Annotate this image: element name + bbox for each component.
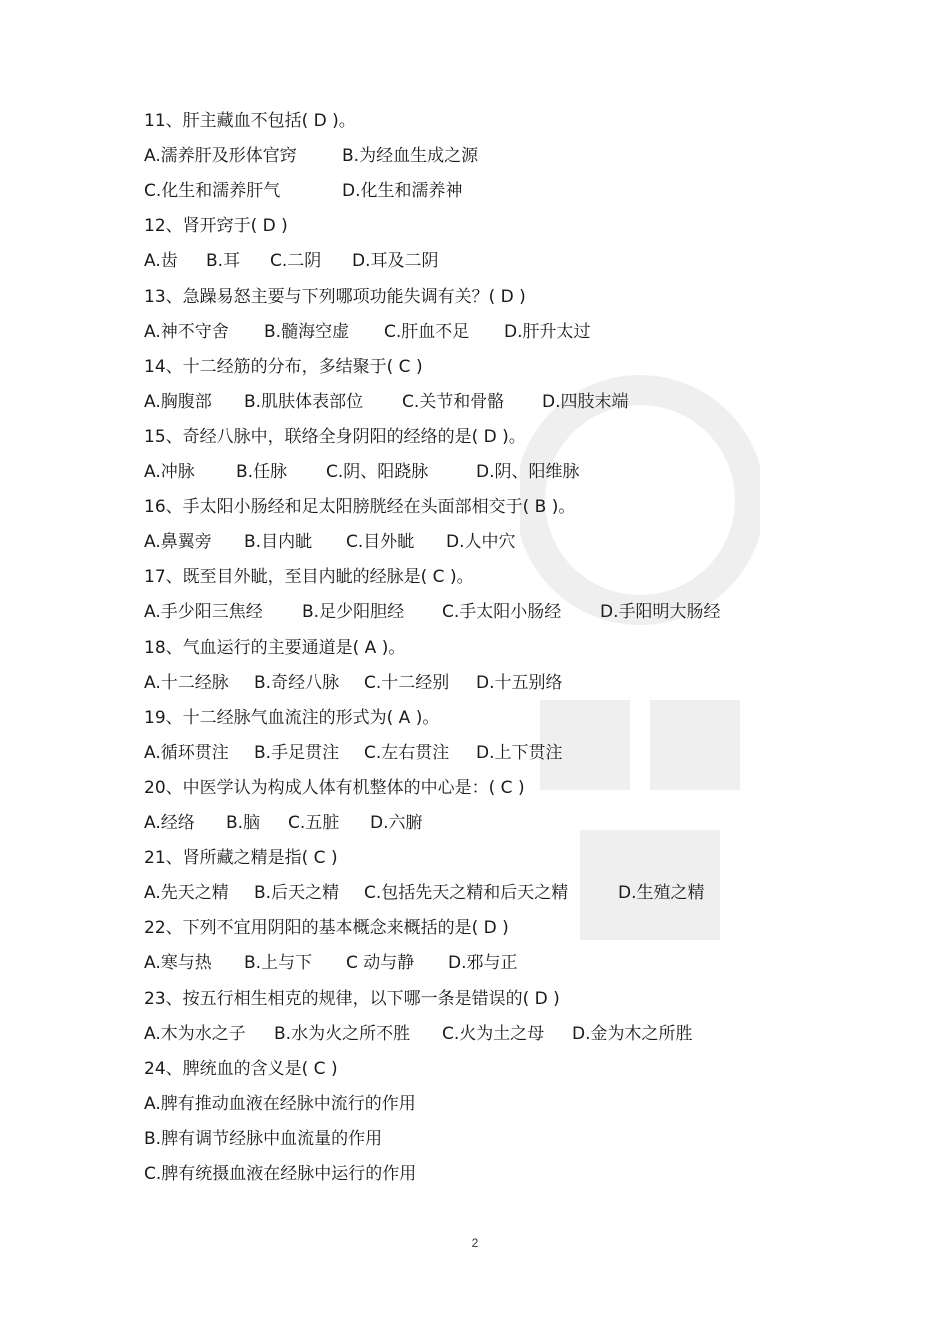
answer-option: C.火为土之母: [442, 1023, 545, 1044]
answer-option: D.四肢末端: [542, 391, 629, 412]
answer-option: D.金为木之所胜: [572, 1023, 693, 1044]
question-text: 15、奇经八脉中，联络全身阴阳的经络的是( D )。: [144, 426, 526, 447]
option-row: [144, 250, 924, 274]
option-row: [144, 882, 924, 906]
question-text: 21、肾所藏之精是指( C ): [144, 848, 338, 869]
answer-option: A.经络: [144, 813, 195, 833]
answer-option: C.十二经别: [364, 672, 450, 693]
answer-option: B.任脉: [236, 462, 288, 482]
answer-option: B.水为火之所不胜: [274, 1023, 411, 1044]
answer-option: B.手足贯注: [254, 742, 340, 763]
option-row: [144, 321, 924, 345]
option-row: [144, 672, 924, 696]
answer-option: D.耳及二阴: [352, 251, 439, 272]
answer-option: B.足少阳胆经: [302, 602, 405, 623]
answer-option: B.脑: [226, 813, 261, 833]
answer-option: D.邪与正: [448, 953, 518, 974]
answer-option: B.肌肤体表部位: [244, 391, 364, 412]
question-text: 18、气血运行的主要通道是( A )。: [144, 637, 406, 658]
question-text: 23、按五行相生相克的规律，以下哪一条是错误的( D ): [144, 988, 560, 1009]
option-row: [144, 180, 924, 204]
answer-option: B.脾有调节经脉中血流量的作用: [144, 1128, 383, 1149]
option-row: [144, 461, 924, 485]
answer-option: B.髓海空虚: [264, 321, 350, 342]
answer-option: D.十五别络: [476, 672, 563, 693]
answer-option: B.上与下: [244, 953, 313, 974]
page-number: 2: [471, 1236, 479, 1250]
answer-option: C.脾有统摄血液在经脉中运行的作用: [144, 1164, 417, 1184]
question-text: 20、中医学认为构成人体有机整体的中心是：( C ): [144, 777, 525, 798]
answer-option: C.五脏: [288, 813, 340, 833]
answer-option: B.奇经八脉: [254, 672, 340, 693]
option-row: [144, 531, 924, 555]
answer-option: A.十二经脉: [144, 672, 229, 693]
answer-option: D.阴、阳维脉: [476, 462, 580, 482]
question-text: 13、急躁易怒主要与下列哪项功能失调有关？( D ): [144, 286, 526, 307]
answer-option: A.齿: [144, 251, 178, 272]
option-row: [144, 812, 924, 836]
answer-option: D.上下贯注: [476, 742, 563, 763]
question-text: 24、脾统血的含义是( C ): [144, 1058, 338, 1079]
option-row: [144, 742, 924, 766]
option-row: [144, 1093, 924, 1117]
option-row: [144, 391, 924, 415]
answer-option: C.目外眦: [346, 532, 415, 553]
answer-option: C.关节和骨骼: [402, 391, 505, 412]
answer-option: A.胸腹部: [144, 391, 212, 412]
option-row: [144, 145, 924, 169]
answer-option: D.化生和濡养神: [342, 181, 463, 202]
answer-option: A.神不守舍: [144, 321, 229, 342]
answer-option: C.肝血不足: [384, 321, 470, 342]
answer-option: D.手阳明大肠经: [600, 602, 721, 623]
answer-option: A.先天之精: [144, 883, 229, 904]
option-row: [144, 601, 924, 625]
option-row: [144, 952, 924, 976]
answer-option: A.冲脉: [144, 462, 195, 482]
question-text: 14、十二经筋的分布，多结聚于( C ): [144, 356, 423, 377]
answer-option: C.二阴: [270, 251, 322, 272]
answer-option: B.耳: [206, 251, 241, 272]
answer-option: C.手太阳小肠经: [442, 602, 562, 623]
question-text: 17、既至目外眦，至目内眦的经脉是( C )。: [144, 567, 474, 588]
answer-option: A.濡养肝及形体官窍: [144, 146, 297, 167]
answer-option: D.生殖之精: [618, 883, 705, 904]
answer-option: A.鼻翼旁: [144, 532, 212, 553]
question-text: 19、十二经脉气血流注的形式为( A )。: [144, 707, 440, 728]
answer-option: C.包括先天之精和后天之精: [364, 883, 569, 904]
answer-option: A.手少阳三焦经: [144, 602, 263, 623]
answer-option: A.木为水之子: [144, 1023, 246, 1044]
answer-option: A.脾有推动血液在经脉中流行的作用: [144, 1093, 416, 1114]
option-row: [144, 1163, 924, 1187]
answer-option: B.目内眦: [244, 532, 313, 553]
answer-option: B.为经血生成之源: [342, 146, 479, 167]
question-text: 22、下列不宜用阴阳的基本概念来概括的是( D ): [144, 918, 509, 939]
answer-option: D.人中穴: [446, 532, 516, 553]
answer-option: C.左右贯注: [364, 742, 450, 763]
answer-option: D.肝升太过: [504, 321, 591, 342]
option-row: [144, 1128, 924, 1152]
answer-option: D.六腑: [370, 813, 423, 833]
answer-option: C.阴、阳跷脉: [326, 462, 429, 482]
answer-option: C 动与静: [346, 953, 415, 974]
question-text: 12、肾开窍于( D ): [144, 216, 288, 237]
question-text: 16、手太阳小肠经和足太阳膀胱经在头面部相交于( B )。: [144, 497, 576, 518]
question-text: 11、肝主藏血不包括( D )。: [144, 111, 356, 131]
answer-option: A.寒与热: [144, 953, 212, 974]
option-row: [144, 1023, 924, 1047]
answer-option: A.循环贯注: [144, 742, 229, 763]
answer-option: C.化生和濡养肝气: [144, 181, 281, 202]
answer-option: B.后天之精: [254, 883, 340, 904]
